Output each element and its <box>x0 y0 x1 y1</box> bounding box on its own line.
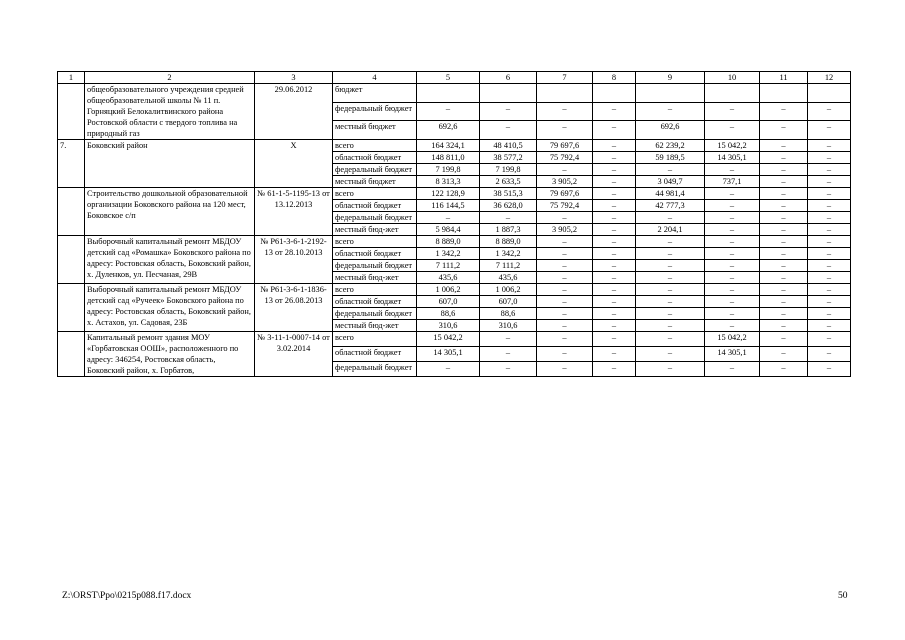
amount-cell: – <box>760 152 808 164</box>
amount-cell: – <box>808 320 851 332</box>
amount-cell: – <box>705 212 760 224</box>
amount-cell: – <box>760 140 808 152</box>
funding-source: всего <box>333 284 417 296</box>
footer-file-path: Z:\ORST\Ppo\0215p088.f17.docx <box>62 591 192 601</box>
funding-source: местный бюд-жет <box>333 320 417 332</box>
amount-cell <box>705 84 760 103</box>
amount-cell: – <box>480 102 537 121</box>
amount-cell: 7 199,8 <box>417 164 480 176</box>
amount-cell: 79 697,6 <box>537 140 593 152</box>
funding-source: всего <box>333 140 417 152</box>
table-row <box>58 140 851 152</box>
amount-cell: – <box>593 272 636 284</box>
amount-cell: – <box>593 320 636 332</box>
funding-source: федеральный бюджет <box>333 308 417 320</box>
amount-cell: 2 204,1 <box>636 224 705 236</box>
amount-cell: – <box>537 272 593 284</box>
amount-cell: – <box>593 332 636 347</box>
amount-cell: – <box>808 347 851 362</box>
amount-cell: – <box>808 152 851 164</box>
table-row <box>58 188 851 200</box>
amount-cell: – <box>593 176 636 188</box>
amount-cell: 116 144,5 <box>417 200 480 212</box>
amount-cell: 62 239,2 <box>636 140 705 152</box>
amount-cell: – <box>760 236 808 248</box>
amount-cell: – <box>705 308 760 320</box>
amount-cell: – <box>808 200 851 212</box>
amount-cell: – <box>537 308 593 320</box>
amount-cell: – <box>636 236 705 248</box>
object-name: Строительство дошкольной образовательной организации Боковского района на 120 мест, Боковское с/п <box>85 188 255 236</box>
amount-cell: 3 905,2 <box>537 176 593 188</box>
row-number <box>58 332 85 377</box>
amount-cell: – <box>537 284 593 296</box>
amount-cell: 692,6 <box>636 121 705 140</box>
amount-cell: – <box>705 236 760 248</box>
amount-cell: – <box>537 102 593 121</box>
amount-cell: – <box>593 347 636 362</box>
amount-cell: – <box>636 102 705 121</box>
amount-cell: – <box>760 362 808 377</box>
amount-cell: – <box>480 332 537 347</box>
amount-cell: – <box>705 260 760 272</box>
amount-cell: – <box>636 260 705 272</box>
column-header: 3 <box>255 72 333 84</box>
amount-cell: 79 697,6 <box>537 188 593 200</box>
amount-cell: – <box>760 102 808 121</box>
amount-cell: – <box>480 362 537 377</box>
object-name: Выборочный капитальный ремонт МБДОУ детский сад «Ручеек» Боковского района по адресу: Ростовская область, Боковский район, х. Астахов, ул. Садовая, 23Б <box>85 284 255 332</box>
table-row <box>58 84 851 103</box>
funding-source: федеральный бюджет <box>333 260 417 272</box>
amount-cell: – <box>705 121 760 140</box>
amount-cell: – <box>705 102 760 121</box>
amount-cell: 692,6 <box>417 121 480 140</box>
amount-cell: – <box>808 212 851 224</box>
funding-source: всего <box>333 188 417 200</box>
amount-cell: 8 313,3 <box>417 176 480 188</box>
amount-cell: 122 128,9 <box>417 188 480 200</box>
amount-cell: 42 777,3 <box>636 200 705 212</box>
amount-cell: 15 042,2 <box>705 332 760 347</box>
amount-cell: – <box>808 296 851 308</box>
amount-cell: – <box>537 332 593 347</box>
amount-cell: – <box>705 164 760 176</box>
amount-cell: – <box>705 188 760 200</box>
amount-cell: 88,6 <box>480 308 537 320</box>
amount-cell: 14 305,1 <box>417 347 480 362</box>
amount-cell <box>537 84 593 103</box>
amount-cell: – <box>760 320 808 332</box>
amount-cell: 1 342,2 <box>417 248 480 260</box>
amount-cell: – <box>808 260 851 272</box>
amount-cell: 75 792,4 <box>537 152 593 164</box>
document-ref: 29.06.2012 <box>255 84 333 140</box>
amount-cell: – <box>808 332 851 347</box>
amount-cell: – <box>705 200 760 212</box>
funding-source: областной бюджет <box>333 152 417 164</box>
amount-cell: 310,6 <box>480 320 537 332</box>
amount-cell: – <box>636 284 705 296</box>
funding-source: местный бюджет <box>333 121 417 140</box>
amount-cell: – <box>760 176 808 188</box>
header-row <box>58 72 851 84</box>
budget-table <box>57 71 851 377</box>
amount-cell <box>636 84 705 103</box>
amount-cell: – <box>480 347 537 362</box>
amount-cell: – <box>537 260 593 272</box>
amount-cell: – <box>417 212 480 224</box>
amount-cell: – <box>537 347 593 362</box>
amount-cell: – <box>593 140 636 152</box>
amount-cell: – <box>537 320 593 332</box>
amount-cell: – <box>808 236 851 248</box>
amount-cell: 3 905,2 <box>537 224 593 236</box>
amount-cell: – <box>593 362 636 377</box>
column-header: 2 <box>85 72 255 84</box>
amount-cell: – <box>593 236 636 248</box>
amount-cell: 15 042,2 <box>417 332 480 347</box>
amount-cell: 14 305,1 <box>705 347 760 362</box>
amount-cell: 5 984,4 <box>417 224 480 236</box>
amount-cell: 310,6 <box>417 320 480 332</box>
funding-source: областной бюджет <box>333 296 417 308</box>
funding-source: бюджет <box>333 84 417 103</box>
amount-cell: – <box>808 176 851 188</box>
funding-source: областной бюджет <box>333 248 417 260</box>
document-ref: № 3-11-1-0007-14 от 3.02.2014 <box>255 332 333 377</box>
funding-source: всего <box>333 236 417 248</box>
amount-cell: – <box>808 248 851 260</box>
amount-cell: 3 049,7 <box>636 176 705 188</box>
amount-cell: – <box>808 308 851 320</box>
amount-cell: 14 305,1 <box>705 152 760 164</box>
document-ref: № Р61-3-6-1-2192-13 от 28.10.2013 <box>255 236 333 284</box>
column-header: 12 <box>808 72 851 84</box>
amount-cell: – <box>593 260 636 272</box>
amount-cell: – <box>760 260 808 272</box>
amount-cell: – <box>808 284 851 296</box>
amount-cell: – <box>636 347 705 362</box>
amount-cell: 164 324,1 <box>417 140 480 152</box>
amount-cell: – <box>537 296 593 308</box>
amount-cell: – <box>593 296 636 308</box>
amount-cell: – <box>593 248 636 260</box>
amount-cell: – <box>636 362 705 377</box>
amount-cell: – <box>593 308 636 320</box>
object-name: общеобразовательного учреждения средней общеобразовательной школы № 11 п. Горняцкий Белокалитвинского района Ростовской области с твердого топлива на природный газ <box>85 84 255 140</box>
funding-source: областной бюджет <box>333 347 417 362</box>
amount-cell: – <box>593 164 636 176</box>
amount-cell: 148 811,0 <box>417 152 480 164</box>
amount-cell: – <box>537 236 593 248</box>
row-number: 7. <box>58 140 85 188</box>
amount-cell: – <box>705 248 760 260</box>
amount-cell: – <box>537 248 593 260</box>
amount-cell <box>417 84 480 103</box>
table-row <box>58 236 851 248</box>
amount-cell: – <box>705 224 760 236</box>
column-header: 9 <box>636 72 705 84</box>
row-number <box>58 284 85 332</box>
funding-source: местный бюд-жет <box>333 224 417 236</box>
table-row <box>58 332 851 347</box>
document-ref: № Р61-3-6-1-1836-13 от 26.08.2013 <box>255 284 333 332</box>
amount-cell: – <box>593 152 636 164</box>
amount-cell: 7 111,2 <box>417 260 480 272</box>
column-header: 5 <box>417 72 480 84</box>
amount-cell: – <box>808 164 851 176</box>
table-row <box>58 284 851 296</box>
amount-cell: – <box>636 212 705 224</box>
amount-cell: – <box>636 320 705 332</box>
column-header: 7 <box>537 72 593 84</box>
amount-cell <box>593 84 636 103</box>
document-ref: № 61-1-5-1195-13 от 13.12.2013 <box>255 188 333 236</box>
amount-cell: 7 199,8 <box>480 164 537 176</box>
amount-cell: – <box>705 362 760 377</box>
funding-source: федеральный бюджет <box>333 212 417 224</box>
object-name: Выборочный капитальный ремонт МБДОУ детский сад «Ромашка» Боковского района по адресу: Ростовская область, Боковский район, х. Дуленков, ул. Песчаная, 29В <box>85 236 255 284</box>
amount-cell: – <box>636 272 705 284</box>
amount-cell: – <box>760 188 808 200</box>
amount-cell: 8 889,0 <box>480 236 537 248</box>
amount-cell: – <box>537 212 593 224</box>
funding-source: областной бюджет <box>333 200 417 212</box>
column-header: 4 <box>333 72 417 84</box>
amount-cell: 435,6 <box>480 272 537 284</box>
amount-cell: 607,0 <box>417 296 480 308</box>
funding-source: федеральный бюджет <box>333 102 417 121</box>
amount-cell: 1 006,2 <box>417 284 480 296</box>
column-header: 6 <box>480 72 537 84</box>
column-header: 8 <box>593 72 636 84</box>
funding-source: местный бюд-жет <box>333 272 417 284</box>
amount-cell: 48 410,5 <box>480 140 537 152</box>
amount-cell: 737,1 <box>705 176 760 188</box>
amount-cell: 38 577,2 <box>480 152 537 164</box>
column-header: 10 <box>705 72 760 84</box>
row-number <box>58 236 85 284</box>
amount-cell: – <box>480 121 537 140</box>
amount-cell: – <box>705 296 760 308</box>
amount-cell: – <box>808 140 851 152</box>
amount-cell: 36 628,0 <box>480 200 537 212</box>
amount-cell: – <box>760 121 808 140</box>
amount-cell: – <box>760 224 808 236</box>
document-ref: Х <box>255 140 333 188</box>
amount-cell: 2 633,5 <box>480 176 537 188</box>
amount-cell: – <box>593 284 636 296</box>
amount-cell: – <box>808 272 851 284</box>
object-name: Капитальный ремонт здания МОУ «Горбатовская ООШ», расположенного по адресу: 346254, Ростовская область, Боковский район, х. Горбатов, <box>85 332 255 377</box>
amount-cell: 1 006,2 <box>480 284 537 296</box>
amount-cell: – <box>760 164 808 176</box>
table-body <box>58 84 851 377</box>
amount-cell: – <box>417 362 480 377</box>
amount-cell: – <box>760 248 808 260</box>
amount-cell: – <box>705 320 760 332</box>
amount-cell: – <box>636 332 705 347</box>
amount-cell: 1 887,3 <box>480 224 537 236</box>
row-number <box>58 188 85 236</box>
amount-cell <box>760 84 808 103</box>
amount-cell: 38 515,3 <box>480 188 537 200</box>
amount-cell: 435,6 <box>417 272 480 284</box>
amount-cell: 8 889,0 <box>417 236 480 248</box>
amount-cell: – <box>593 121 636 140</box>
amount-cell: – <box>537 362 593 377</box>
column-header: 11 <box>760 72 808 84</box>
object-name: Боковский район <box>85 140 255 188</box>
footer-page-number: 50 <box>838 591 848 601</box>
amount-cell: 7 111,2 <box>480 260 537 272</box>
amount-cell: – <box>593 102 636 121</box>
row-number <box>58 84 85 140</box>
amount-cell: – <box>417 102 480 121</box>
amount-cell: – <box>593 188 636 200</box>
amount-cell: – <box>808 188 851 200</box>
amount-cell: 15 042,2 <box>705 140 760 152</box>
amount-cell: – <box>537 164 593 176</box>
funding-source: местный бюджет <box>333 176 417 188</box>
amount-cell: – <box>808 224 851 236</box>
amount-cell: – <box>593 212 636 224</box>
amount-cell: 75 792,4 <box>537 200 593 212</box>
amount-cell: – <box>760 284 808 296</box>
funding-source: федеральный бюджет <box>333 362 417 377</box>
column-header: 1 <box>58 72 85 84</box>
funding-source: федеральный бюджет <box>333 164 417 176</box>
funding-source: всего <box>333 332 417 347</box>
amount-cell: – <box>636 296 705 308</box>
amount-cell: – <box>760 200 808 212</box>
amount-cell: – <box>636 164 705 176</box>
amount-cell: – <box>593 224 636 236</box>
amount-cell: – <box>636 308 705 320</box>
amount-cell: – <box>760 332 808 347</box>
amount-cell: – <box>593 200 636 212</box>
amount-cell: – <box>760 296 808 308</box>
amount-cell: – <box>705 284 760 296</box>
amount-cell <box>808 84 851 103</box>
amount-cell: 607,0 <box>480 296 537 308</box>
amount-cell: – <box>537 121 593 140</box>
amount-cell: – <box>636 248 705 260</box>
amount-cell: – <box>808 102 851 121</box>
amount-cell: – <box>760 272 808 284</box>
amount-cell: 88,6 <box>417 308 480 320</box>
amount-cell: – <box>705 272 760 284</box>
amount-cell <box>480 84 537 103</box>
amount-cell: 1 342,2 <box>480 248 537 260</box>
amount-cell: 44 981,4 <box>636 188 705 200</box>
amount-cell: – <box>760 308 808 320</box>
amount-cell: – <box>760 212 808 224</box>
amount-cell: – <box>760 347 808 362</box>
amount-cell: – <box>480 212 537 224</box>
amount-cell: 59 189,5 <box>636 152 705 164</box>
amount-cell: – <box>808 362 851 377</box>
amount-cell: – <box>808 121 851 140</box>
